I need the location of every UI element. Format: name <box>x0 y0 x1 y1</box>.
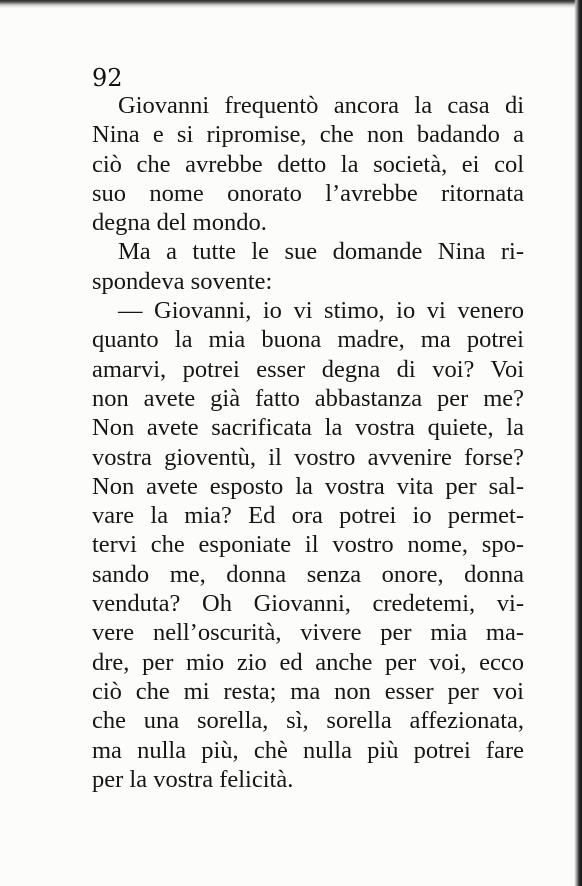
text-line: vere nell’oscurità, vivere per mia ma- <box>92 619 524 647</box>
text-line: tervi che esponiate il vostro nome, spo- <box>92 531 524 559</box>
text-line: ciò che avrebbe detto la società, ei col <box>92 150 524 178</box>
text-line: amarvi, potrei esser degna di voi? Voi <box>92 355 524 383</box>
text-line: degna del mondo. <box>92 209 267 237</box>
text-line: venduta? Oh Giovanni, credetemi, vi- <box>92 590 524 618</box>
text-line: che una sorella, sì, sorella affezionata, <box>92 707 524 735</box>
body-text <box>92 91 524 794</box>
text-line: vostra gioventù, il vostro avvenire forse? <box>92 443 524 471</box>
text-line: spondeva sovente: <box>92 267 273 295</box>
text-line: ciò che mi resta; ma non esser per voi <box>92 677 524 705</box>
text-line: sando me, donna senza onore, donna <box>92 560 524 588</box>
text-line: Non avete esposto la vostra vita per sal- <box>92 472 524 500</box>
text-line: Ma a tutte le sue domande Nina ri- <box>118 238 524 266</box>
text-line: Non avete sacrificata la vostra quiete, la <box>92 414 524 442</box>
text-line: ma nulla più, chè nulla più potrei fare <box>92 736 524 764</box>
text-line: suo nome onorato l’avrebbe ritornata <box>92 179 524 207</box>
text-line: — Giovanni, io vi stimo, io vi venero <box>118 297 524 325</box>
top-page-edge <box>0 0 582 8</box>
text-line: per la vostra felicità. <box>92 765 294 793</box>
text-line: vare la mia? Ed ora potrei io permet- <box>92 502 524 530</box>
text-line: dre, per mio zio ed anche per voi, ecco <box>92 648 524 676</box>
text-line: non avete già fatto abbastanza per me? <box>92 384 524 412</box>
page-number: 92 <box>92 64 123 92</box>
text-line: Nina e si ripromise, che non badando a <box>92 121 524 149</box>
text-line: Giovanni frequentò ancora la casa di <box>118 92 524 119</box>
right-page-edge <box>574 0 582 886</box>
text-line: quanto la mia buona madre, ma potrei <box>92 326 524 354</box>
